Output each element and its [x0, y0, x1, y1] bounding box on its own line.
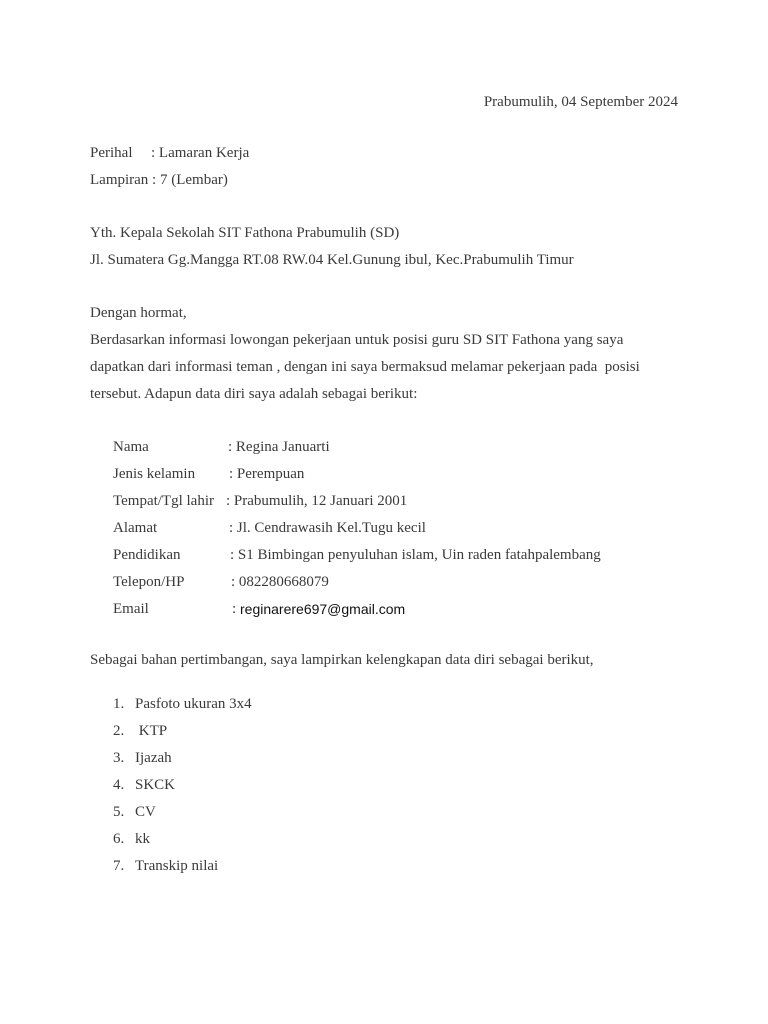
personal-value-phone: : 082280668079	[231, 574, 329, 590]
personal-label-phone: Telepon/HP	[113, 574, 185, 590]
body-paragraph-line-3: tersebut. Adapun data diri saya adalah sebagai berikut:	[90, 386, 418, 402]
attachment-number: 6.	[113, 831, 125, 847]
personal-value-gender: : Perempuan	[229, 466, 305, 482]
attachment-item: Pasfoto ukuran 3x4	[135, 696, 252, 712]
attachment-item: kk	[135, 831, 150, 847]
attachments-intro: Sebagai bahan pertimbangan, saya lampirkan kelengkapan data diri sebagai berikut,	[90, 652, 594, 668]
personal-value-name: : Regina Januarti	[228, 439, 330, 455]
personal-value-birth: : Prabumulih, 12 Januari 2001	[226, 493, 408, 509]
attachment-item: KTP	[135, 723, 168, 739]
attachment-number: 7.	[113, 858, 125, 874]
attachment-number: 3.	[113, 750, 125, 766]
attachment-count: Lampiran : 7 (Lembar)	[90, 172, 228, 188]
subject-label: Perihal	[90, 145, 133, 161]
personal-value-address: : Jl. Cendrawasih Kel.Tugu kecil	[229, 520, 426, 536]
personal-label-gender: Jenis kelamin	[113, 466, 196, 482]
attachment-item: Transkip nilai	[135, 858, 219, 874]
subject-value: : Lamaran Kerja	[151, 145, 250, 161]
personal-label-email: Email	[113, 601, 149, 617]
attachment-item: SKCK	[135, 777, 176, 793]
personal-label-education: Pendidikan	[113, 547, 181, 563]
personal-value-email[interactable]: reginarere697@gmail.com	[240, 601, 406, 617]
attachment-item: Ijazah	[135, 750, 172, 766]
greeting: Dengan hormat,	[90, 305, 187, 321]
recipient-name: Yth. Kepala Sekolah SIT Fathona Prabumulih (SD)	[90, 225, 400, 241]
attachment-number: 4.	[113, 777, 125, 793]
recipient-address: Jl. Sumatera Gg.Mangga RT.08 RW.04 Kel.Gunung ibul, Kec.Prabumulih Timur	[90, 252, 574, 268]
body-paragraph-line-2: dapatkan dari informasi teman , dengan ini saya bermaksud melamar pekerjaan pada posisi	[90, 359, 640, 375]
personal-value-education: : S1 Bimbingan penyuluhan islam, Uin raden fatahpalembang	[230, 547, 601, 563]
letter-date: Prabumulih, 04 September 2024	[483, 94, 678, 110]
body-paragraph-line-1: Berdasarkan informasi lowongan pekerjaan untuk posisi guru SD SIT Fathona yang saya	[90, 332, 624, 348]
personal-value-email-prefix: :	[232, 601, 240, 617]
personal-label-address: Alamat	[113, 520, 158, 536]
personal-label-birth: Tempat/Tgl lahir	[113, 493, 215, 509]
attachment-number: 5.	[113, 804, 125, 820]
attachment-number: 2.	[113, 723, 125, 739]
attachment-item: CV	[135, 804, 156, 820]
attachment-number: 1.	[113, 696, 125, 712]
personal-label-name: Nama	[113, 439, 149, 455]
